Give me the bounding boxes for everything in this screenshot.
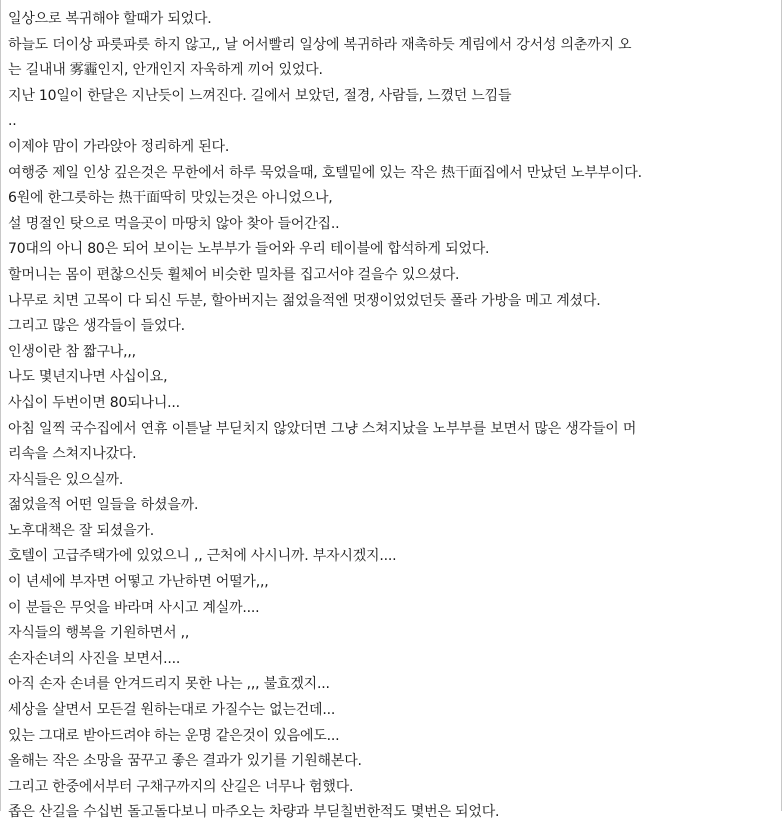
text-line: 하늘도 더이상 파릇파릇 하지 않고,, 날 어서빨리 일상에 복귀하라 재촉하듯 계림에서 강서성 의춘까지 오 [8,36,632,53]
text-line: 이 년세에 부자면 어떻고 가난하면 어떨가,,, [8,574,269,591]
text-line: 그리고 한중에서부터 구채구까지의 산길은 너무나 험했다. [8,778,354,795]
text-line: 아직 손자 손녀를 안겨드리지 못한 나는 ,,, 불효겠지... [8,676,330,693]
text-line: 는 길내내 雾霾인지, 안개인지 자욱하게 끼어 있었다. [8,62,323,79]
text-line: 손자손녀의 사진을 보면서.... [8,650,181,667]
text-line: 사십이 두번이면 80되나니... [8,394,180,411]
text-line: 설 명절인 탓으로 먹을곳이 마땅치 않아 찾아 들어간집.. [8,215,340,232]
text-line: 이제야 맘이 가라앉아 정리하게 된다. [8,138,230,155]
text-line: 좁은 산길을 수십번 돌고돌다보니 마주오는 차량과 부딛칠번한적도 몇번은 되었다. [8,804,500,821]
text-line: 올해는 작은 소망을 꿈꾸고 좋은 결과가 있기를 기원해본다. [8,753,362,770]
text-line: 아침 일찍 국수집에서 연휴 이튿날 부딛치지 않았더면 그냥 스쳐지났을 노부부를 보면서 많은 생각들이 머 [8,420,637,437]
document-body [8,7,776,826]
text-line: 할머니는 몸이 편찮으신듯 휠체어 비슷한 밀차를 집고서야 걸을수 있으셨다. [8,266,460,283]
text-line: 노후대책은 잘 되셨을가. [8,522,154,539]
page-border-left [0,0,1,811]
text-line: 세상을 살면서 모든걸 원하는대로 가질수는 없는건데... [8,702,336,719]
text-line: 리속을 스쳐지나갔다. [8,446,137,463]
text-line: 있는 그대로 받아드려야 하는 운명 같은것이 있음에도... [8,727,340,744]
text-line: 자식들의 행복을 기원하면서 ,, [8,625,190,642]
text-line: 자식들은 있으실까. [8,471,124,488]
text-line: 이 분들은 무엇을 바라며 사시고 계실까.... [8,599,260,616]
text-line: 나도 몇년지나면 사십이요, [8,369,168,386]
text-line: 인생이란 참 짧구나,,, [8,343,136,360]
text-line: 나무로 치면 고목이 다 되신 두분, 할아버지는 젊었을적엔 멋쟁이었었던듯 폴라 가방을 메고 계셨다. [8,292,601,309]
text-line: 지난 10일이 한달은 지난듯이 느껴진다. 길에서 보았던, 절경, 사람들, 느꼈던 느낌들 [8,87,512,104]
text-line: 6원에 한그릇하는 热干面딱히 맛있는것은 아니었으나, [8,190,333,207]
text-line: 70대의 아니 80은 되어 보이는 노부부가 들어와 우리 테이블에 합석하게 되었다. [8,241,490,258]
text-line: 젊었을적 어떤 일들을 하셨을까. [8,497,199,514]
text-line: 그리고 많은 생각들이 들었다. [8,318,185,335]
text-line: 일상으로 복귀해야 할때가 되었다. [8,11,212,27]
text-line: 여행중 제일 인상 깊은것은 무한에서 하루 묵었을때, 호텔밑에 있는 작은 热干面집에서 만났던 노부부이다. [8,164,642,181]
text-line: 호텔이 고급주택가에 있었으니 ,, 근처에 사시니까. 부자시겠지.... [8,548,397,565]
text-line: .. [8,113,17,130]
